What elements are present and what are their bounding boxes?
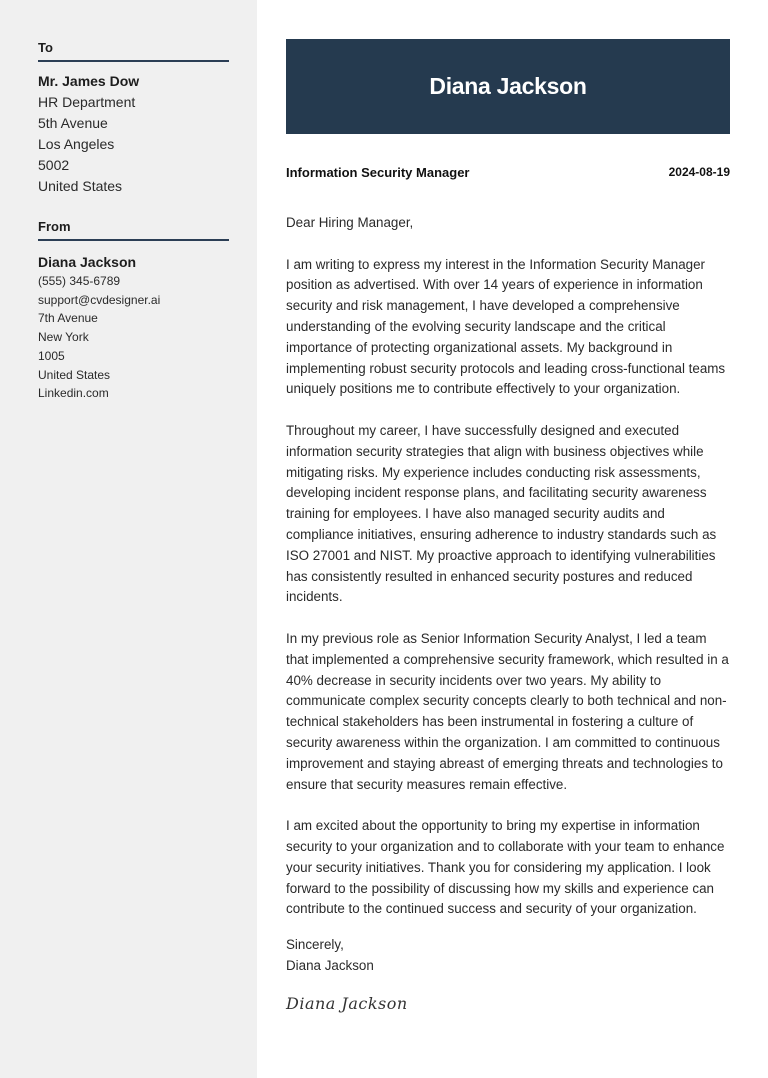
recipient-zip: 5002	[38, 157, 70, 173]
recipient-name: Mr. James Dow	[38, 73, 140, 89]
sender-heading: From	[38, 219, 229, 241]
sender-section	[38, 219, 229, 403]
sender-phone: (555) 345-6789	[38, 274, 121, 288]
handwritten-signature: Diana Jackson	[286, 994, 408, 1013]
sender-website: Linkedin.com	[38, 386, 109, 401]
paragraph: In my previous role as Senior Information Security Analyst, I led a team that implemented a comprehensive security framework, which resulted in a 40% decrease in security incidents over two years. My ability to communicate complex security concepts clearly to both technical and non-technical stakeholders has been instrumental in fostering a culture of security awareness within the organization. I am committed to continuous improvement and staying abreast of emerging threats and technologies to ensure that security measures remain effective.	[286, 630, 729, 792]
closing-name: Diana Jackson	[286, 957, 374, 973]
recipient-country: United States	[38, 178, 123, 194]
header-name: Diana Jackson	[429, 73, 587, 99]
recipient-department: HR Department	[38, 94, 136, 110]
recipient-heading: To	[38, 40, 229, 62]
sender-country: United States	[38, 367, 111, 382]
recipient-section	[38, 40, 229, 197]
closing: Sincerely,	[286, 936, 344, 952]
sender-street: 7th Avenue	[38, 311, 98, 326]
recipient-city: Los Angeles	[38, 136, 115, 152]
paragraph: Throughout my career, I have successfully designed and executed information security strategies that align with business objectives while mitigating risks. My experience includes conducting risk assessments, developing incident response plans, and facilitating security awareness training for employees. I have also managed security audits and compliance initiatives, ensuring adherence to industry standards such as ISO 27001 and NIST. My proactive approach to identifying vulnerabilities has consistently resulted in enhanced security postures and reduced incidents.	[286, 422, 717, 605]
sender-zip: 1005	[38, 348, 65, 363]
greeting: Dear Hiring Manager,	[286, 215, 414, 230]
sender-email: support@cvdesigner.ai	[38, 292, 161, 307]
job-title: Information Security Manager	[286, 165, 470, 180]
letter-body	[286, 213, 732, 976]
sender-name: Diana Jackson	[38, 254, 137, 270]
paragraph: I am writing to express my interest in the Information Security Manager position as advertised. With over 14 years of experience in information security and risk management, I have developed a comprehensive understanding of the evolving security landscape and the critical importance of protecting organizational assets. My background in implementing robust security protocols and leading cross-functional teams uniquely positions me to contribute effectively to your organization.	[286, 256, 726, 397]
letter-date: 2024-08-19	[668, 165, 730, 179]
paragraph: I am excited about the opportunity to bring my expertise in information security to your organization and to collaborate with your team to enhance your security initiatives. Thank you for considering my application. I look forward to the possibility of discussing how my skills and experience can contribute to the continued success and security of your organization.	[286, 818, 725, 917]
sender-details	[38, 252, 229, 403]
name-banner	[286, 39, 730, 134]
sidebar	[0, 0, 257, 1078]
sender-city: New York	[38, 330, 89, 345]
recipient-details	[38, 71, 229, 197]
recipient-street: 5th Avenue	[38, 115, 108, 131]
